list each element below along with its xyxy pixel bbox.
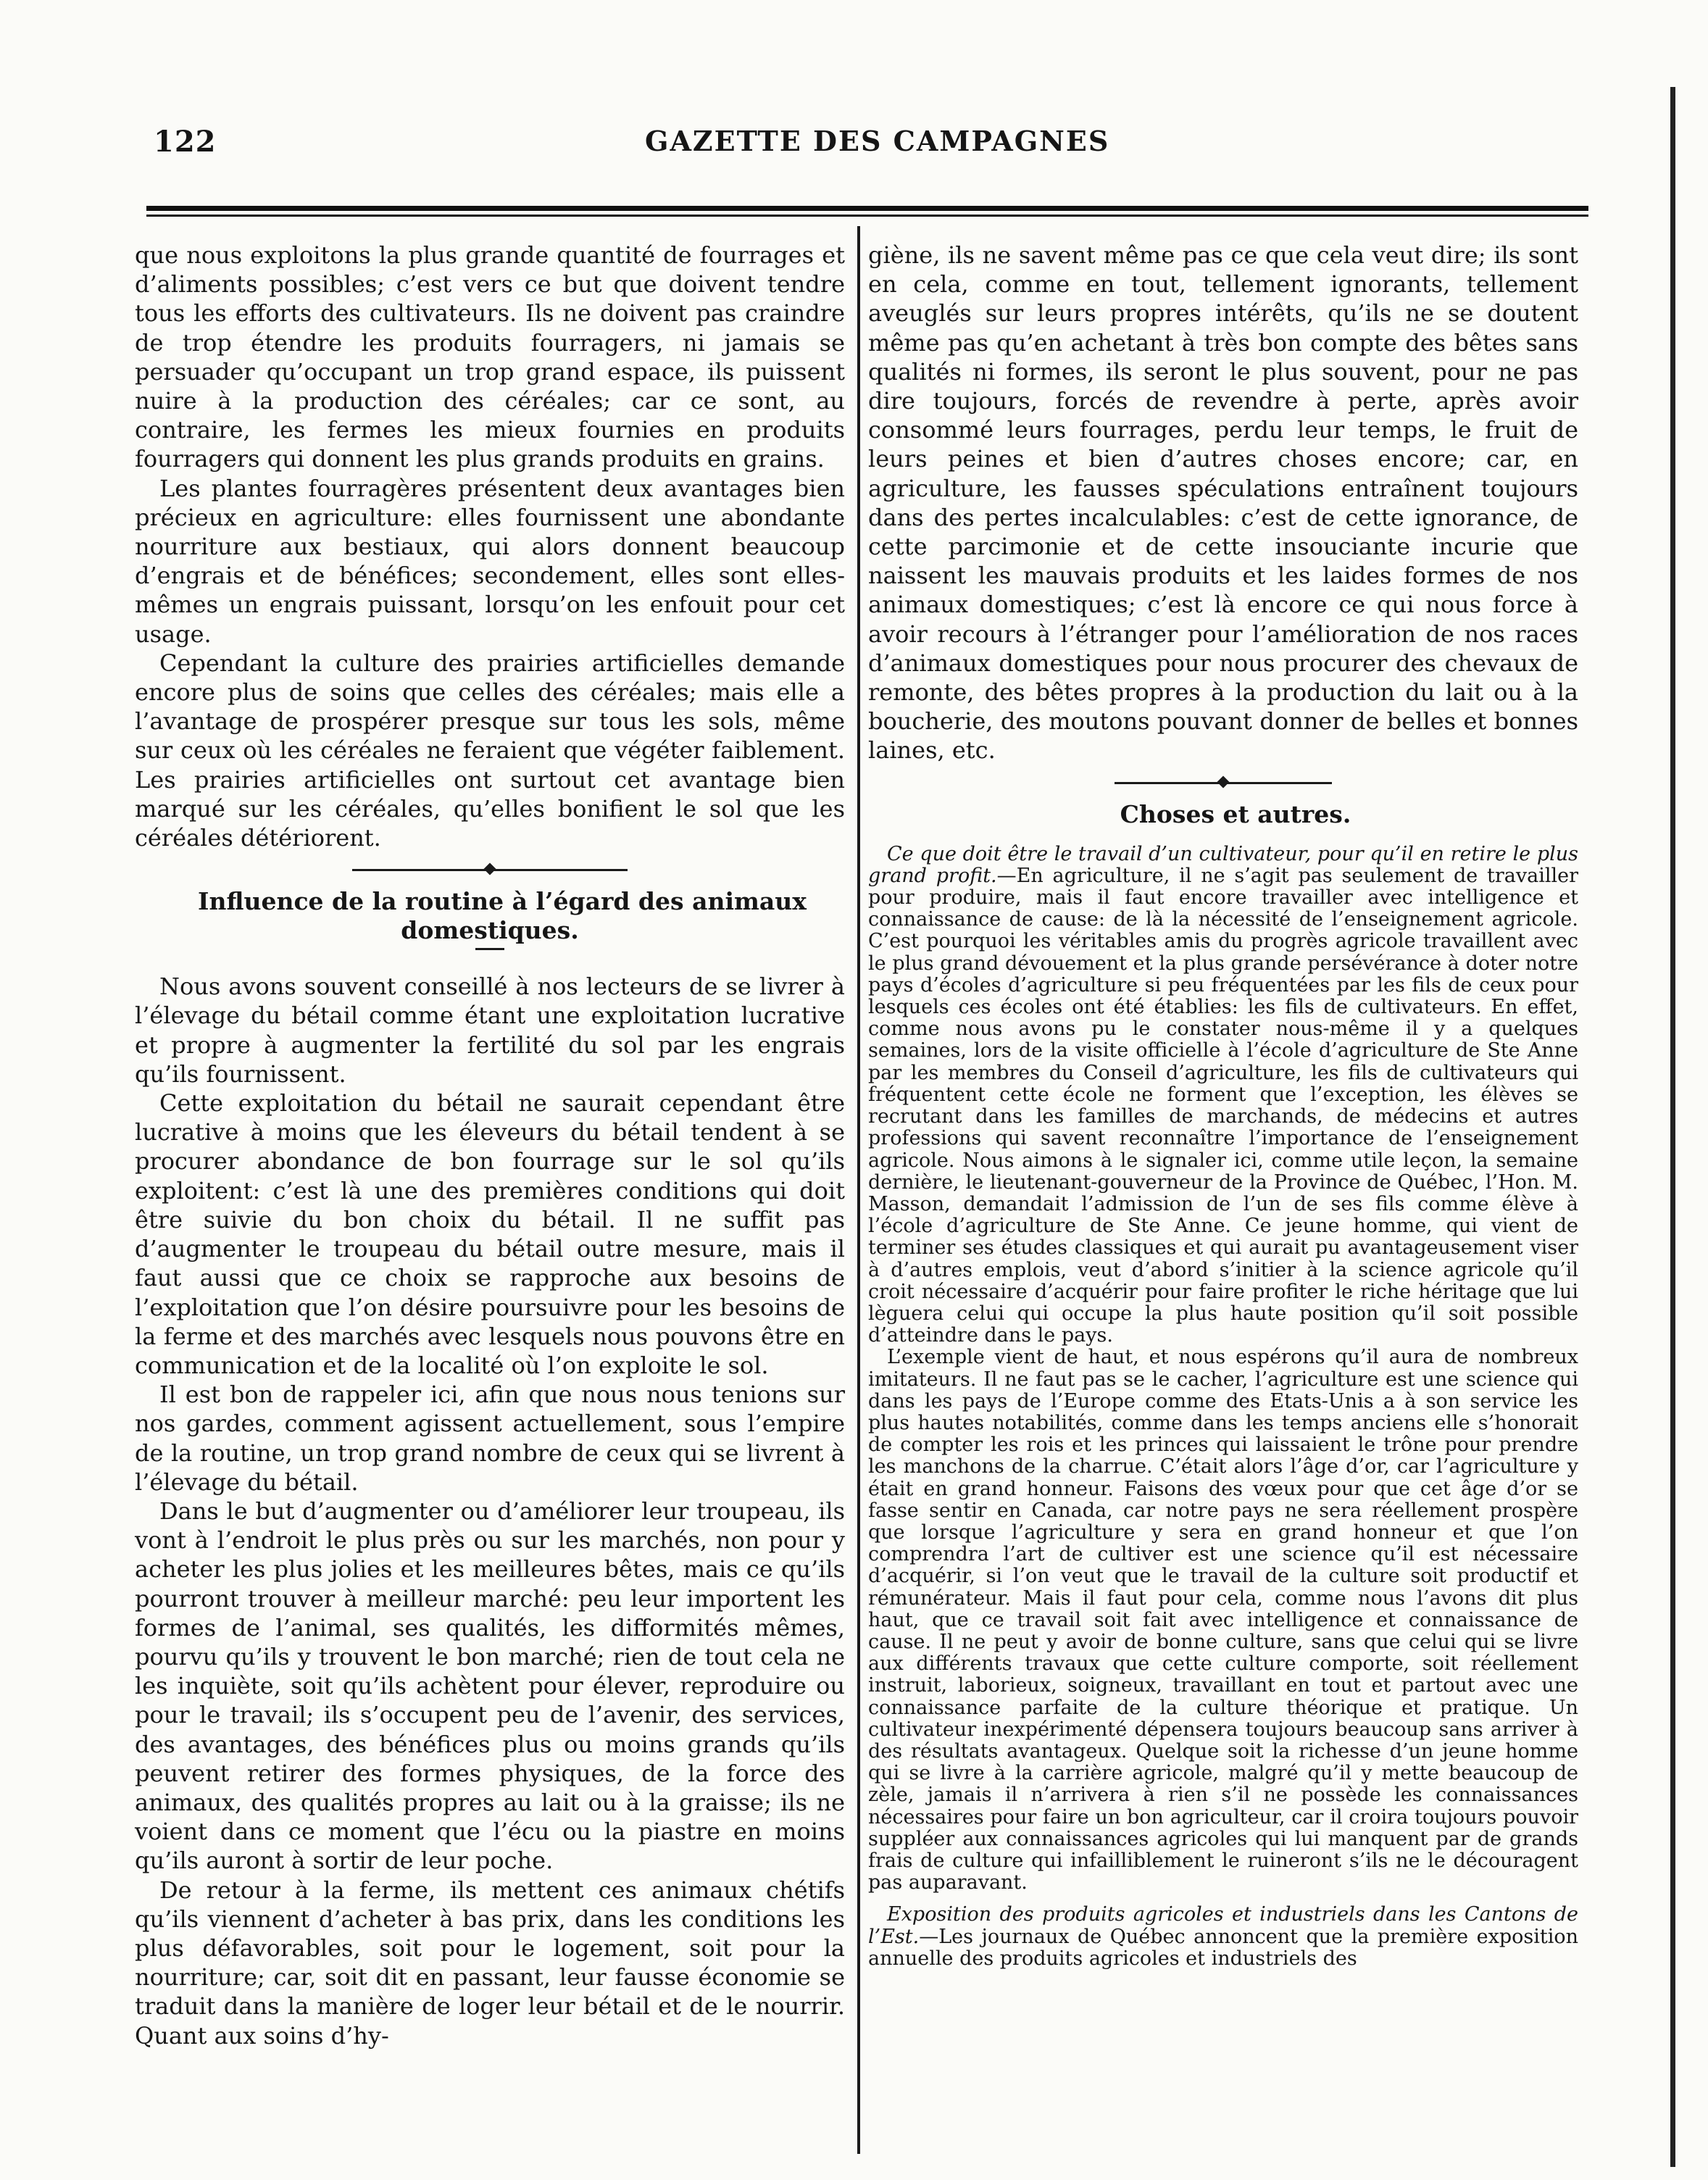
left-column [135,241,845,2050]
page-number: 122 [154,125,217,159]
page-edge-binding [1670,87,1675,2167]
paragraph: giène, ils ne savent même pas ce que cela veut dire; ils sont en cela, comme en tout, tellement ignorants, tellement aveuglés sur leurs propres intérêts, qu’ils ne se doutent même pas qu’en achetant à très bon compte des bêtes sans qualités ni formes, ils seront le plus souvent, pour ne pas dire toujours, forcés de revendre à perte, après avoir consommé leurs fourrages, perdu leur temps, le fruit de leurs peines et bien d’autres choses encore; car, en agriculture, les fausses spéculations entraînent toujours dans des pertes incalculables: c’est de cette ignorance, de cette parcimonie et de cette insouciante incurie que naissent les mauvais produits et les laides formes de nos animaux domestiques; c’est là encore ce qui nous force à avoir recours à l’étranger pour l’amélioration de nos races d’animaux domestiques pour nous procurer des chevaux de remonte, des bêtes propres à la production du lait ou à la boucherie, des moutons pouvant donner de belles et bonnes laines, etc. [868,241,1578,765]
paragraph: Dans le but d’augmenter ou d’améliorer leur troupeau, ils vont à l’endroit le plus près ou sur les marchés, non pour y acheter les plus jolies et les meilleures bêtes, mais ce qu’ils pourront trouver à meilleur marché: peu leur importent les formes de l’animal, ses qualités, les difformités mêmes, pourvu qu’ils y trouvent le bon marché; rien de tout cela ne les inquiète, soit qu’ils achètent pour élever, reproduire ou pour le travail; ils s’occupent peu de l’avenir, des services, des avantages, des bénéfices plus ou moins grands qu’ils peuvent retirer des formes physiques, de la force des animaux, des qualités propres au lait ou à la graisse; ils ne voient dans ce moment que l’écu ou la piastre en moins qu’ils auront à sortir de leur poche. [135,1497,845,1875]
news-item-lead: Exposition des produits agricoles et industriels dans les Cantons de l’Est. [868,1903,1578,1948]
paragraph: De retour à la ferme, ils mettent ces animaux chétifs qu’ils viennent d’acheter à bas prix, dans les conditions les plus défavorables, soit pour le logement, soit pour la nourriture; car, soit dit en passant, leur fausse économie se traduit dans la manière de loger leur bétail et de le nourrir. Quant aux soins d’hy- [135,1876,845,2050]
ornament-rule [352,862,628,877]
paragraph: Les plantes fourragères présentent deux avantages bien précieux en agriculture: elles fournissent une abondante nourriture aux bestiaux, qui alors donnent beaucoup d’engrais et de bénéfices; secondement, elles sont elles-mêmes un engrais puissant, lorsqu’on les enfouit pour cet usage. [135,474,845,648]
news-item-body: —En agriculture, il ne s’agit pas seulement de travailler pour produire, mais il faut encore travailler avec intelligence et connaissance de cause: de là la nécessité de l’enseignement agricole. C’est pourquoi les véritables amis du progrès agricole travaillent avec le plus grand dévouement et la plus grande persévérance à doter notre pays d’écoles d’agriculture si peu fréquentées par les fils de ceux pour lesquels ces écoles ont été établies: les fils de cultivateurs. En effet, comme nous avons pu le constater nous-même il y a quelques semaines, lors de la visite officielle à l’école d’agriculture de Ste Anne par les membres du Conseil d’agriculture, les fils de cultivateurs qui fréquentent cette école ne forment que l’exception, les élèves se recrutant dans les familles de marchands, de médecins et autres professions qui savent reconnaître l’importance de l’enseignement agricole. Nous aimons à le signaler ici, comme utile leçon, la semaine dernière, le lieutenant-gouverneur de la Province de Québec, l’Hon. M. Masson, demandait l’admission de l’un de ses fils comme élève à l’école d’agriculture de Ste Anne. Ce jeune homme, qui vient de terminer ses études classiques et qui aurait pu avantageusement viser à d’autres emplois, veut d’abord s’initier à la science agricole qu’il croit nécessaire d’acquérir pour faire profiter le riche héritage que lui lèguera celui qui occupe la plus haute position qu’il soit possible d’atteindre dans le pays. [868,864,1578,1347]
paragraph: Cette exploitation du bétail ne saurait cependant être lucrative à moins que les éleveurs du bétail tendent à se procurer abondance de bon fourrage sur le sol qu’ils exploitent: c’est là une des premières conditions qui doit être suivie du bon choix du bétail. Il ne suffit pas d’augmenter le troupeau du bétail outre mesure, mais il faut aussi que ce choix se rapproche aux besoins de l’exploitation que l’on désire poursuivre pour les besoins de la ferme et des marchés avec lesquels nous pouvons être en communication et de la localité où l’on exploite le sol. [135,1089,845,1379]
heading-rule [475,948,504,950]
news-item-paragraph: L’exemple vient de haut, et nous espérons qu’il aura de nombreux imitateurs. Il ne faut pas se le cacher, l’agriculture est une science qui dans les pays de l’Europe comme des Etats-Unis a à son service les plus hautes notabilités, comme dans les temps anciens elle s’honorait de compter les rois et les princes qui laissaient le trône pour prendre les manchons de la charrue. C’était alors l’âge d’or, car l’agriculture y était en grand honneur. Faisons des vœux pour que cet âge d’or se fasse sentir en Canada, car notre pays ne sera réellement prospère que lorsque l’agriculture y sera en grand honneur et que l’on comprendra l’art de cultiver est une science qu’il est nécessaire d’acquérir, si l’on veut que le travail de la culture soit productif et rémunérateur. Mais il faut pour cela, comme nous l’avons dit plus haut, que ce travail soit fait avec intelligence et connaissance de cause. Il ne peut y avoir de bonne culture, sans que celui qui se livre aux différents travaux que cette culture comporte, soit réellement instruit, laborieux, soigneux, travaillant en tout et partout avec une connaissance parfaite de la culture théorique et pratique. Un cultivateur inexpérimenté dépensera toujours beaucoup sans arriver à des résultats avantageux. Quelque soit la richesse d’un jeune homme qui se livre à la carrière agricole, malgré qu’il y mette beaucoup de zèle, jamais il n’arrivera à rien s’il ne possède les connaissances nécessaires pour faire un bon agriculteur, car il croira toujours pouvoir suppléer aux connaissances agricoles qui lui manquent par de grands frais de culture qui infailliblement le ruineront s’ils ne le découragent pas auparavant. [868,1346,1578,1894]
right-column [868,241,1578,1970]
header-rule-thin [146,215,1588,217]
column-divider [857,226,860,2154]
news-item [868,844,1578,1347]
news-item-body: —Les journaux de Québec annoncent que la première exposition annuelle des produits agricoles et industriels des [868,1925,1578,1970]
running-title: GAZETTE DES CAMPAGNES [645,125,1110,157]
news-item-lead: Ce que doit être le travail d’un cultivateur, pour qu’il en retire le plus grand profit. [868,842,1578,887]
header-rule-thick [146,206,1588,211]
paragraph: Nous avons souvent conseillé à nos lecteurs de se livrer à l’élevage du bétail comme étant une exploitation lucrative et propre à augmenter la fertilité du sol par les engrais qu’ils fournissent. [135,973,845,1088]
news-item [868,1904,1578,1970]
news-items [868,844,1578,1970]
paragraph: que nous exploitons la plus grande quantité de fourrages et d’aliments possibles; c’est vers ce but que doivent tendre tous les efforts des cultivateurs. Ils ne doivent pas craindre de trop étendre les produits fourragers, ni jamais se persuader qu’occupant un trop grand espace, ils puissent nuire à la production des céréales; car ce sont, au contraire, les fermes les mieux fournies en produits fourragers qui donnent les plus grands produits en grains. [135,241,845,473]
section-heading: Influence de la routine à l’égard des animaux domestiques. [198,887,807,945]
ornament-rule [1115,775,1332,790]
paragraph: Cependant la culture des prairies artificielles demande encore plus de soins que celles des céréales; mais elle a l’avantage de prospérer presque sur tous les sols, même sur ceux où les céréales ne feraient que végéter faiblement. Les prairies artificielles ont surtout cet avantage bien marqué sur les céréales, qu’elles bonifient le sol que les céréales détériorent. [135,649,845,852]
page-header [0,125,1708,168]
paragraph: Il est bon de rappeler ici, afin que nous nous tenions sur nos gardes, comment agissent actuellement, sous l’empire de la routine, un trop grand nombre de ceux qui se livrent à l’élevage du bétail. [135,1381,845,1496]
section-heading: Choses et autres. [1120,799,1351,828]
